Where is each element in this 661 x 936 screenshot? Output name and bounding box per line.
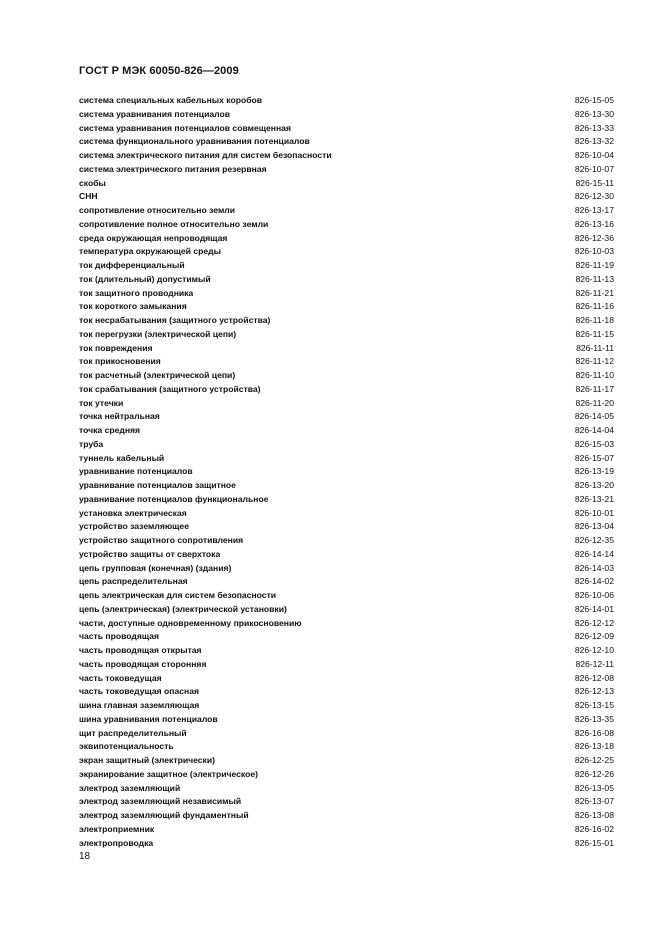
index-code: 826-11-13 bbox=[575, 273, 614, 284]
index-entry bbox=[79, 603, 615, 617]
index-entry bbox=[79, 190, 615, 204]
index-code: 826-13-17 bbox=[574, 205, 614, 215]
index-entry bbox=[79, 465, 615, 479]
index-term: сопротивление полное относительно земли bbox=[79, 218, 269, 229]
index-code: 826-11-10 bbox=[575, 370, 614, 380]
index-entry bbox=[79, 507, 615, 521]
index-entry bbox=[79, 135, 615, 149]
index-code: 826-10-01 bbox=[574, 507, 614, 518]
index-entry bbox=[79, 685, 615, 699]
index-term: система уравнивания потенциалов bbox=[79, 108, 231, 119]
index-code: 826-11-12 bbox=[575, 356, 614, 367]
index-term: часть проводящая bbox=[79, 631, 160, 642]
index-entry bbox=[79, 122, 615, 136]
index-entry bbox=[79, 300, 615, 314]
index-code: 826-14-02 bbox=[574, 576, 614, 587]
index-entry bbox=[79, 273, 615, 287]
index-entry bbox=[79, 575, 615, 589]
index-code: 826-13-05 bbox=[574, 782, 614, 793]
index-term: система функционального уравнивания потенциалов bbox=[79, 136, 310, 147]
index-entry bbox=[79, 245, 615, 259]
index-code: 826-12-12 bbox=[574, 617, 614, 628]
index-term: щит распределительный bbox=[79, 727, 187, 738]
index-term: ток короткого замыкания bbox=[79, 301, 187, 312]
index-term: цепь электрическая для систем безопасности bbox=[79, 590, 277, 600]
index-entry bbox=[79, 94, 615, 108]
index-term: туннель кабельный bbox=[79, 452, 165, 463]
index-term: цепь (электрическая) (электрической установки) bbox=[79, 603, 287, 614]
index-code: 826-12-25 bbox=[574, 755, 614, 765]
index-code: 826-10-07 bbox=[574, 163, 614, 174]
term-index-list bbox=[79, 94, 615, 850]
index-code: 826-13-19 bbox=[574, 466, 614, 477]
index-term: части, доступные одновременному прикосновению bbox=[79, 617, 302, 628]
index-entry bbox=[79, 369, 615, 383]
index-entry bbox=[79, 809, 615, 823]
index-entry bbox=[79, 520, 615, 534]
index-entry bbox=[79, 713, 615, 727]
index-entry bbox=[79, 837, 615, 851]
index-term: устройство защиты от сверхтока bbox=[79, 548, 221, 559]
index-entry bbox=[79, 644, 615, 658]
index-code: 826-11-19 bbox=[575, 260, 614, 270]
index-term: скобы bbox=[79, 177, 106, 188]
index-entry bbox=[79, 699, 615, 713]
index-code: 826-13-35 bbox=[574, 713, 614, 724]
index-term: устройство заземляющее bbox=[79, 521, 189, 532]
index-term: ток несрабатывания (защитного устройства) bbox=[79, 315, 271, 325]
index-term: сопротивление относительно земли bbox=[79, 205, 236, 215]
index-code: 826-10-03 bbox=[574, 246, 614, 257]
index-entry bbox=[79, 534, 615, 548]
index-term: среда окружающая непроводящая bbox=[79, 232, 228, 243]
index-entry bbox=[79, 355, 615, 369]
index-term: ток (длительный) допустимый bbox=[79, 273, 211, 284]
index-term: электропроводка bbox=[79, 837, 154, 848]
index-term: экранирование защитное (электрическое) bbox=[79, 768, 258, 779]
index-term: электрод заземляющий фундаментный bbox=[79, 810, 249, 820]
index-entry bbox=[79, 589, 615, 603]
index-term: часть токоведущая опасная bbox=[79, 686, 200, 697]
index-term: система специальных кабельных коробов bbox=[79, 95, 263, 105]
index-entry bbox=[79, 287, 615, 301]
index-code: 826-14-14 bbox=[574, 548, 614, 559]
index-code: 826-13-32 bbox=[574, 136, 614, 147]
index-code: 826-14-04 bbox=[574, 425, 614, 435]
index-entry bbox=[79, 823, 615, 837]
index-entry bbox=[79, 383, 615, 397]
index-code: 826-15-11 bbox=[575, 177, 614, 188]
index-code: 826-12-09 bbox=[574, 631, 614, 642]
index-entry bbox=[79, 658, 615, 672]
index-term: установка электрическая bbox=[79, 507, 187, 518]
index-term: ток дифференциальный bbox=[79, 260, 185, 270]
index-code: 826-12-26 bbox=[574, 768, 614, 779]
index-code: 826-13-16 bbox=[574, 218, 614, 229]
index-code: 826-13-08 bbox=[574, 810, 614, 820]
index-entry bbox=[79, 740, 615, 754]
index-code: 826-15-05 bbox=[574, 95, 614, 105]
index-entry bbox=[79, 108, 615, 122]
index-entry bbox=[79, 397, 615, 411]
index-term: ток утечки bbox=[79, 397, 124, 408]
index-entry bbox=[79, 314, 615, 328]
index-term: уравнивание потенциалов bbox=[79, 466, 193, 477]
index-code: 826-12-35 bbox=[574, 535, 614, 545]
index-term: часть токоведущая bbox=[79, 672, 162, 683]
index-term: труба bbox=[79, 438, 104, 449]
index-code: 826-12-36 bbox=[574, 232, 614, 243]
index-entry bbox=[79, 727, 615, 741]
index-entry bbox=[79, 424, 615, 438]
index-term: температура окружающей среды bbox=[79, 246, 221, 257]
index-code: 826-12-13 bbox=[574, 686, 614, 697]
index-code: 826-13-04 bbox=[574, 521, 614, 532]
index-entry bbox=[79, 617, 615, 631]
index-code: 826-15-07 bbox=[574, 452, 614, 463]
index-entry bbox=[79, 328, 615, 342]
index-entry bbox=[79, 548, 615, 562]
index-code: 826-14-01 bbox=[574, 603, 614, 614]
index-code: 826-15-03 bbox=[574, 438, 614, 449]
index-entry bbox=[79, 754, 615, 768]
index-entry bbox=[79, 795, 615, 809]
index-code: 826-14-03 bbox=[574, 562, 614, 573]
index-term: электроприемник bbox=[79, 823, 155, 834]
index-code: 826-11-21 bbox=[575, 287, 614, 298]
index-entry bbox=[79, 493, 615, 507]
index-code: 826-16-08 bbox=[574, 727, 614, 738]
index-term: электрод заземляющий независимый bbox=[79, 796, 242, 807]
index-code: 826-13-21 bbox=[574, 493, 614, 504]
index-entry bbox=[79, 218, 615, 232]
index-term: система электрического питания для систем безопасности bbox=[79, 150, 332, 160]
index-entry bbox=[79, 259, 615, 273]
index-term: ток срабатывания (защитного устройства) bbox=[79, 383, 261, 394]
index-code: 826-13-33 bbox=[574, 122, 614, 133]
index-term: шина главная заземляющая bbox=[79, 700, 200, 710]
index-code: 826-12-30 bbox=[574, 191, 614, 202]
index-code: 826-13-30 bbox=[574, 108, 614, 119]
index-term: точка средняя bbox=[79, 425, 141, 435]
index-code: 826-11-20 bbox=[575, 397, 614, 408]
index-term: электрод заземляющий bbox=[79, 782, 181, 793]
index-entry bbox=[79, 163, 615, 177]
index-term: уравнивание потенциалов функциональное bbox=[79, 493, 269, 504]
index-entry bbox=[79, 342, 615, 356]
index-term: эквипотенциальность bbox=[79, 741, 174, 752]
index-entry bbox=[79, 782, 615, 796]
index-term: ток защитного проводника bbox=[79, 287, 194, 298]
page-number: 18 bbox=[79, 851, 91, 862]
index-term: цепь распределительная bbox=[79, 576, 188, 587]
index-entry bbox=[79, 204, 615, 218]
index-code: 826-16-02 bbox=[574, 823, 614, 834]
index-code: 826-13-18 bbox=[574, 741, 614, 752]
index-term: СНН bbox=[79, 191, 98, 202]
index-term: устройство защитного сопротивления bbox=[79, 535, 244, 545]
index-term: часть проводящая сторонняя bbox=[79, 658, 207, 669]
index-code: 826-11-18 bbox=[575, 315, 614, 325]
index-code: 826-11-15 bbox=[575, 328, 614, 339]
index-code: 826-12-08 bbox=[574, 672, 614, 683]
index-term: цепь групповая (конечная) (здания) bbox=[79, 562, 232, 573]
index-term: шина уравнивания потенциалов bbox=[79, 713, 218, 724]
index-entry bbox=[79, 672, 615, 686]
index-code: 826-13-15 bbox=[574, 700, 614, 710]
index-code: 826-15-01 bbox=[574, 837, 614, 848]
index-entry bbox=[79, 149, 615, 163]
index-entry bbox=[79, 562, 615, 576]
index-entry bbox=[79, 438, 615, 452]
index-term: ток расчетный (электрической цепи) bbox=[79, 370, 236, 380]
index-entry bbox=[79, 452, 615, 466]
index-code: 826-10-04 bbox=[574, 150, 614, 160]
index-term: ток повреждения bbox=[79, 342, 153, 353]
index-entry bbox=[79, 410, 615, 424]
document-header: ГОСТ Р МЭК 60050-826—2009 bbox=[79, 65, 239, 77]
index-code: 826-11-16 bbox=[575, 301, 614, 312]
index-code: 826-12-11 bbox=[575, 658, 614, 669]
index-entry bbox=[79, 768, 615, 782]
index-term: экран защитный (электрически) bbox=[79, 755, 215, 765]
index-term: часть проводящая открытая bbox=[79, 645, 202, 655]
index-term: ток перегрузки (электрической цепи) bbox=[79, 328, 237, 339]
index-entry bbox=[79, 479, 615, 493]
index-term: ток прикосновения bbox=[79, 356, 161, 367]
index-term: уравнивание потенциалов защитное bbox=[79, 480, 236, 490]
index-code: 826-14-05 bbox=[574, 411, 614, 422]
index-term: система уравнивания потенциалов совмещенная bbox=[79, 122, 291, 133]
index-code: 826-11-11 bbox=[576, 342, 614, 353]
index-code: 826-10-06 bbox=[574, 590, 614, 600]
index-term: система электрического питания резервная bbox=[79, 163, 267, 174]
index-code: 826-12-10 bbox=[574, 645, 614, 655]
index-code: 826-11-17 bbox=[575, 383, 614, 394]
index-code: 826-13-07 bbox=[574, 796, 614, 807]
index-code: 826-13-20 bbox=[574, 480, 614, 490]
index-entry bbox=[79, 630, 615, 644]
index-term: точка нейтральная bbox=[79, 411, 160, 422]
index-entry bbox=[79, 177, 615, 191]
index-entry bbox=[79, 232, 615, 246]
